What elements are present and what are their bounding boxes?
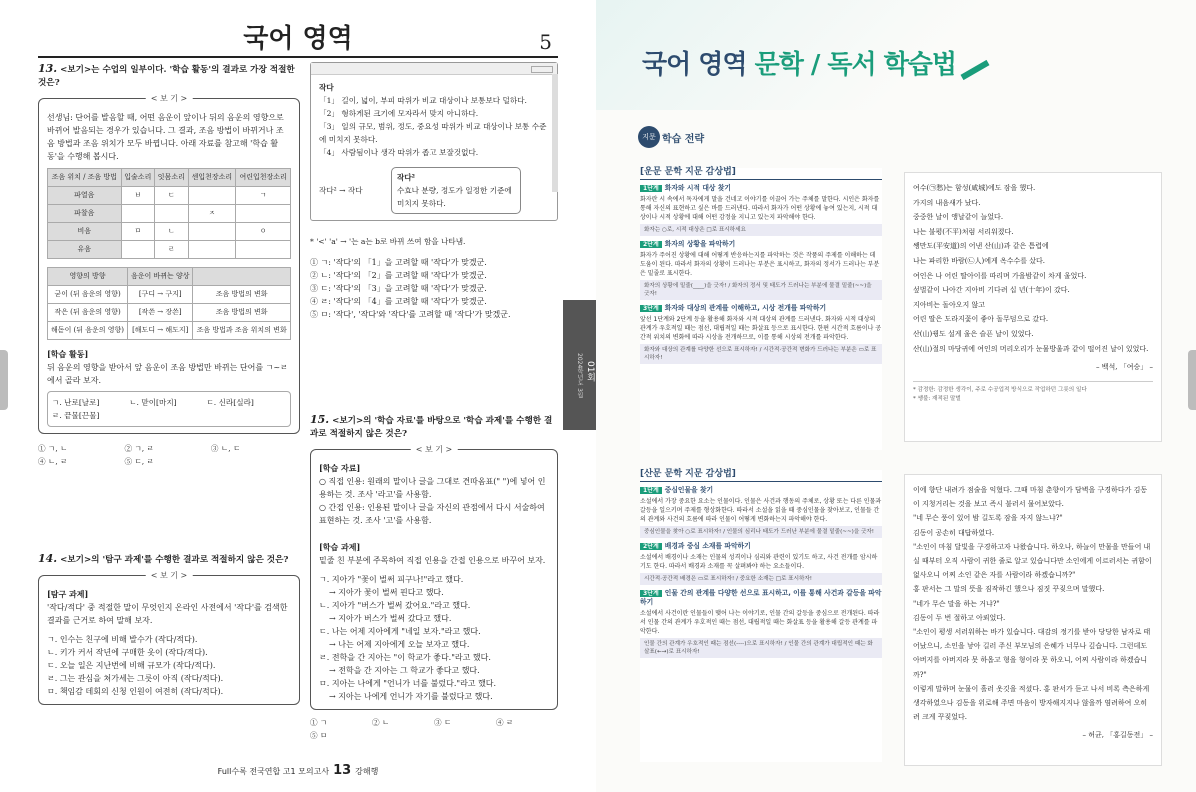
activity-title: [학습 활동] [47, 349, 89, 359]
next-page-arrow-icon[interactable] [1188, 350, 1196, 410]
step-hint: 인물 간의 관계가 우호적인 때는 점선(----)으로 표시하자! / 인물 간의 관계가 대립적인 때는 화살표(←→)로 표시하자! [640, 638, 882, 658]
step-hint: 화자는 ○로, 시적 대상은 □로 표시하세요 [640, 224, 882, 236]
q15-items [319, 573, 549, 703]
poem-line: 산(山)꿩도 설게 울은 슬픈 날이 있었다. [913, 329, 1034, 338]
note-item: * 쌩불: 재적된 말벌 [913, 395, 961, 402]
box-tag: < 보 기 > [146, 92, 193, 105]
prose-line: "소인이 마침 달빛을 구경하고자 나왔습니다. 하오나, 하늘이 만물을 만들어 내실 때부터 오직 사람이 귀한 줄로 알고 있습니다만 소인에게 이르러서는 귀함이 없사오니 어찌 소인 같은 자를 사람이라 하겠습니까?" [913, 542, 1152, 580]
table-cell: 해돋이 (뒤 음운의 영향) [48, 322, 128, 340]
answer-option: ③ ㄷ: '작다'의 「3」을 고려할 때 '작다'가 맞겠군. [310, 284, 487, 293]
section-heading: [산문 문학 지문 감상법] [640, 470, 882, 482]
footer-publisher: 강해행 [355, 767, 379, 776]
definition-bubble [391, 167, 521, 214]
answer-option: ② ㄱ, ㄹ [124, 444, 154, 453]
table-cell: ㄹ [155, 241, 189, 259]
title-part-a: 국어 영역 [642, 50, 755, 80]
list-item: → 나는 어제 지아에게 오늘 보자고 했다. [329, 640, 470, 649]
poem-line: 나는 불평(不平)처럼 서리워졌다. [913, 227, 1014, 236]
list-item: → 전학을 간 지아는 그 학교가 좋다고 했다. [329, 666, 480, 675]
table-cell [121, 241, 155, 259]
poem-line: 여수(㉠愁)는 함성(咸城)에도 잠을 했다. [913, 184, 1036, 192]
answer-option: ⑤ ㅁ [310, 731, 328, 740]
prose-line: 김동이 공손히 대답하였다. [913, 528, 995, 537]
list-item: → 지아가 꽃이 벌써 핀다고 했다. [329, 588, 444, 597]
task-title: [탐구 과제] [47, 589, 89, 599]
badge-label: 학습 전략 [662, 134, 705, 145]
bubble-text: 수효나 분량, 정도가 일정한 기준에 미치지 못하다. [397, 186, 512, 208]
q15-box [310, 445, 558, 710]
prose-source: – 허균, 「홍길동전」 – [1082, 731, 1153, 740]
answer-option: ⑤ ㄷ, ㄹ [124, 457, 154, 466]
box-tag: < 보 기 > [146, 569, 193, 582]
q13-box [38, 94, 300, 434]
table-row [48, 322, 291, 340]
footer-brand: Full수록 전국연합 고1 모의고사 [217, 767, 330, 776]
step-heading [640, 240, 882, 249]
poem-line: 여인은 나 어린 딸아이를 따리며 가을밤같이 차게 울었다. [913, 271, 1087, 280]
list-item: ㄷ. 나는 어제 지아에게 "네일 보자."라고 했다. [319, 627, 481, 636]
section-heading: [운문 문학 지문 감상법] [640, 168, 882, 180]
step-text: 화자란 시 속에서 독자에게 말을 건네고 이야기를 이끌어 가는 주체를 말한다. 시인은 화자를 통해 자신의 표현하고 싶은 바를 드러낸다. 따라서 화자가 어떤 상황에 놓여 있는지, 시적 대상이나 시적 상황에 대해 어떤 감정을 지니고 있는지 파악해야 한다. [640, 196, 880, 221]
q15-number: 15. [310, 413, 330, 426]
column-right [310, 62, 558, 742]
table-cell: ㄱ [236, 187, 291, 205]
answer-option: ① ㄱ, ㄴ [38, 444, 68, 453]
answer-option: ① ㄱ: '작다'의 「1」을 고려할 때 '작다'가 맞겠군. [310, 258, 487, 267]
footer-page: 13 [333, 763, 352, 778]
list-item: → 지아는 나에게 언니가 자기를 불렀다고 했다. [329, 692, 493, 701]
step-hint: 화자의 상황에 밑줄(____)을 긋자! / 화자의 정서 및 태도가 드러나는 부분에 물결 밑줄(~~)을 긋자! [640, 280, 882, 300]
list-item: ㄱ. 지아가 "꽃이 벌써 피구나!"라고 했다. [319, 575, 464, 584]
poem-passage [904, 172, 1162, 442]
section-title [642, 44, 990, 81]
badge-circle: 지문 [638, 126, 660, 148]
table-cell: 파열음 [48, 187, 122, 205]
table-cell: 조음 방법의 변화 [193, 304, 291, 322]
prose-line: "네가 무슨 말을 하는 거냐?" [913, 599, 1000, 608]
dict-options [310, 256, 558, 321]
table-cell [121, 205, 155, 223]
table-header-cell: 조음 위치 / 조음 방법 [48, 169, 122, 187]
caption: * '<' 'a' → '는 a는 b로 바뀌 쓰여 함을 나타냄. [310, 237, 466, 246]
table-cell [155, 205, 189, 223]
task-title: [학습 과제] [319, 542, 361, 552]
poem-line: 산(山)절의 마당귀에 여인의 머리오리가 눈물방울과 같이 떨어진 날이 있었다. [913, 344, 1149, 353]
prose-line: "소인이 평생 서러워하는 바가 있습니다. 대감의 정기를 받아 당당한 남자로 태어났으니, 소인을 낳아 길러 주신 부모님의 은혜가 너무나 깊습니다. 그런데도 아버지를 아버지라 못 하옵고 형을 형이라 못 하오니, 어찌 사람이라 하겠습니까?" [913, 628, 1151, 679]
consonant-table [47, 168, 291, 259]
table-cell: ㅇ [236, 223, 291, 241]
poem-line: 중중한 날이 앵날같이 늘었다. [913, 213, 1004, 222]
step-heading [640, 304, 882, 313]
dict-head: 작다 [319, 83, 334, 92]
prose-line: 김동이 두 번 절하고 아뢰었다. [913, 613, 1006, 622]
step-text: 소설에서 가장 중요한 요소는 인물이다. 인물은 사건과 행동의 주체로, 상황 또는 다른 인물과 갈등을 일으키며 주제를 형상화한다. 따라서 소설을 읽을 때 중심인물을 찾아보고, 인물들 간의 관계와 사건의 흐름에 따라 인물이 어떻게 변화하는지 파악해야 한다. [640, 498, 882, 523]
browser-bar [311, 63, 557, 75]
q13-options [38, 442, 300, 468]
step-text: 앞선 1단계와 2단계 등을 활용해 화자와 시적 대상의 관계를 드러낸다. 화자와 시적 대상의 관계가 우호적일 때는 점선, 대립적일 때는 화살표 등으로 표시한다. 한편 시간적 흐름이나 공간적 위치의 변화에 따라 시상을 전개하므로, 이를 통해 시상의 전개를 파악한다. [640, 316, 882, 341]
step-hint: 중심인물을 찾아 ○로 표시하자! / 인물의 심리나 태도가 드러난 부분에 물결 밑줄(~~)을 긋자! [640, 526, 882, 538]
table-cell: 비음 [48, 223, 122, 241]
bubble-title: 작다² [397, 173, 415, 182]
poem-notes [913, 381, 1153, 404]
step-tag: 1단계 [640, 185, 662, 192]
q15-options [310, 716, 558, 742]
step-title: 화자와 시적 대상 찾기 [664, 184, 731, 192]
table-cell [236, 205, 291, 223]
q15-text: <보기>의 '학습 자료'를 바탕으로 '학습 과제'를 수행한 결과로 적절하지 않은 것은? [310, 416, 553, 439]
verse-method-section [640, 168, 882, 450]
task-text: 밑줄 친 부분에 주목하여 직접 인용을 간접 인용으로 바꾸어 보자. [319, 556, 546, 565]
poem-lines [913, 181, 1153, 356]
column-left [38, 62, 300, 705]
chapter-tab-sub: 2024학년도 3월 [576, 352, 583, 398]
poem-line: 나는 파리한 바람(㉡人)에게 옥수수를 샀다. [913, 256, 1046, 265]
list-item: ㅁ. 책임감 데회의 신청 인원이 여전히 (작다/적다). [47, 687, 224, 696]
step-hint: 시간적·공간적 배경은 ▭로 표시하자! / 중요한 소재는 □로 표시하자! [640, 573, 882, 585]
q13-number: 13. [38, 62, 58, 75]
table-header-cell: 음운이 바뀌는 양상 [128, 268, 193, 286]
table-cell: 굳이 (뒤 음운의 영향) [48, 286, 128, 304]
example-item: ㄹ. 끝물[끈물] [52, 411, 100, 420]
q14-number: 14. [38, 552, 58, 565]
table-cell [188, 223, 236, 241]
poem-line: 가지의 내음새가 났다. [913, 198, 981, 207]
answer-option: ② ㄴ [372, 718, 390, 727]
step-tag: 2단계 [640, 543, 662, 550]
table-cell: 조음 방법의 변화 [193, 286, 291, 304]
step-text: 화자가 주어진 상황에 대해 어떻게 반응하는지를 파악하는 것은 작품의 주제를 이해하는 데 도움이 된다. 따라서 화자의 상황이 드러나는 부분은 표시하고, 화자의 정서가 드러나는 부분은 밑줄로 표시한다. [640, 252, 880, 277]
prose-line: 홍 판서는 그 말의 뜻을 짐작하긴 했으나 짐짓 꾸짖으며 말했다. [913, 585, 1105, 594]
prev-page-arrow-icon[interactable] [0, 350, 8, 410]
example-item: ㄴ. 맏이[마지] [129, 398, 177, 407]
table-cell: ㄴ [155, 223, 189, 241]
answer-option: ④ ㄹ: '작다'의 「4」를 고려할 때 '작다'가 맞겠군. [310, 297, 487, 306]
step-tag: 3단계 [640, 590, 662, 597]
table-header [48, 268, 291, 286]
material-title: [학습 자료] [319, 463, 361, 473]
step-heading [640, 589, 882, 607]
table-cell: [구디 → 구지] [128, 286, 193, 304]
prose-line: "네 무슨 풍이 있어 밤 길도록 잠을 자지 않느냐?" [913, 514, 1063, 523]
table-row [48, 223, 291, 241]
table-cell: [작쓴 → 장쓴] [128, 304, 193, 322]
table-cell: [해도디 → 해도지] [128, 322, 193, 340]
table-body [48, 187, 291, 259]
table-cell: ㅂ [121, 187, 155, 205]
dict-item: 「1」 길이, 넓이, 부피 따위가 비교 대상이나 보통보다 덜하다. [319, 96, 527, 105]
dict-items [319, 94, 547, 159]
step-tag: 1단계 [640, 487, 662, 494]
table-header-cell: 잇몸소리 [155, 169, 189, 187]
table-cell: 파찰음 [48, 205, 122, 223]
table-cell: ㄷ [155, 187, 189, 205]
material-items [319, 475, 549, 527]
answer-option: ② ㄴ: '작다'의 「2」를 고려할 때 '작다'가 맞겠군. [310, 271, 487, 280]
title-rule [38, 56, 558, 58]
q14-text: <보기>의 '탐구 과제'를 수행한 결과로 적절하지 않은 것은? [60, 555, 289, 565]
q13-intro: 선생님: 단어를 발음할 때, 어떤 음운이 앞이나 뒤의 음운의 영향으로 바뀌어 발음되는 경우가 있습니다. 그 결과, 조음 방법이 바뀌거나 조음 방법과 조음 위치가 모두 바뀝니다. 아래 자료를 참고해 '학습 활동'을 수행해 봅시다. [47, 113, 284, 161]
step-tag: 2단계 [640, 241, 662, 248]
dict-item: 「4」 사람됨이나 생각 따위가 좁고 보잘것없다. [319, 148, 479, 157]
answer-option: ⑤ ㅁ: '작다', '작다'와 '작다'를 고려할 때 '작다'가 맞겠군. [310, 310, 511, 319]
answer-option: ① ㄱ [310, 718, 328, 727]
example-item: ㄷ. 신라[실라] [206, 398, 254, 407]
table-row [48, 241, 291, 259]
chapter-tab [563, 300, 596, 430]
q14-items [47, 633, 291, 698]
q14-stem [38, 552, 300, 567]
list-item: ㄱ. 인수는 친구에 비해 발수가 (작다/적다). [47, 635, 198, 644]
table-header-cell: 입술소리 [121, 169, 155, 187]
answer-option: ③ ㄷ [434, 718, 452, 727]
list-item: ○ 간접 인용: 인용된 말이나 글을 자신의 관점에서 다시 서술하여 표현하는 것. 조사 '고'를 사용함. [319, 503, 545, 525]
dict-item: 「3」 일의 규모, 범위, 정도, 중요성 따위가 비교 대상이나 보통 수준에 미치지 못하다. [319, 122, 547, 144]
step-text: 소설에서 사건이란 인물들이 맺어 나는 이야기로, 인물 간의 갈등을 중심으로 전개된다. 따라서 인물 간의 관계가 우호적인 때는 점선, 대립적일 때는 화살표 등을 활용해 갈등 관계를 파악한다. [640, 610, 880, 635]
step-tag: 3단계 [640, 305, 662, 312]
table-cell: ㅈ [188, 205, 236, 223]
step-title: 배경과 중심 소재를 파악하기 [664, 542, 751, 550]
steps [640, 184, 882, 364]
table-header-cell: 영향의 방향 [48, 268, 128, 286]
poem-line: 지아비는 돌아오지 않고 [913, 300, 986, 309]
dictionary-screenshot [310, 62, 558, 221]
poem-line: 섶벌같이 나아간 지아비 기다려 십 년(十年)이 갔다. [913, 286, 1070, 295]
table-body [48, 286, 291, 340]
page-title: 국어 영역 [243, 24, 353, 54]
step-title: 화자와 대상의 관계를 이해하고, 시상 전개를 파악하기 [664, 304, 827, 312]
example-item: ㄱ. 난로[날로] [52, 398, 100, 407]
list-item: ㄹ. 그는 관심을 쳐가세는 그릇이 아직 (작다/적다). [47, 674, 224, 683]
q14-box [38, 571, 300, 705]
table-row [48, 205, 291, 223]
scrollbar [552, 74, 558, 192]
table-cell: ㅁ [121, 223, 155, 241]
chapter-tab-label: 01회 [585, 360, 595, 382]
answer-option: ④ ㄹ [496, 718, 514, 727]
step-hint: 화자와 대상의 관계를 다양한 선으로 표시하자! / 시간적·공간적 변화가 드러나는 부분은 ▭로 표시하자! [640, 344, 882, 364]
table-row [48, 187, 291, 205]
steps [640, 486, 882, 658]
word-chain: 작다² → 작다 [319, 186, 363, 195]
prose-passage [904, 474, 1162, 766]
poem-line: 어린 딸은 도라지꽃이 좋아 돌무덤으로 갔다. [913, 315, 1049, 324]
step-title: 인물 간의 관계를 다양한 선으로 표시하고, 이를 통해 사건과 갈등을 파악하기 [640, 589, 882, 606]
table-cell [188, 187, 236, 205]
table-cell [236, 241, 291, 259]
step-title: 화자의 상황을 파악하기 [664, 240, 736, 248]
brush-stroke-icon [961, 60, 990, 80]
q15-stem [310, 413, 558, 441]
poem-line: 쌩만도(平安道)의 어낸 산(山)과 같은 틈렵에 [913, 242, 1049, 251]
table-row [48, 286, 291, 304]
step-heading [640, 542, 882, 551]
table-header-cell: 센입천장소리 [188, 169, 236, 187]
answer-option: ④ ㄴ, ㄹ [38, 457, 68, 466]
left-page [0, 0, 596, 792]
list-item: ㄹ. 전학을 간 지아는 "이 학교가 좋다."라고 했다. [319, 653, 491, 662]
list-item: ㅁ. 지아는 나에게 "언니가 너를 불렀다."라고 했다. [319, 679, 497, 688]
q13-stem [38, 62, 300, 90]
activity-text: 뒤 음운의 영향을 받아서 앞 음운이 조음 방법만 바뀌는 단어를 ㄱ~ㄹ에서 골라 보자. [47, 363, 288, 385]
right-page [596, 0, 1196, 792]
prose-line: 이에 향단 내려가 점술을 익혔다. 그때 마침 춘향이가 담벽을 구경하다가 김동이 지청거리는 것을 보고 즉시 불러서 물어보았다. [913, 486, 1148, 509]
list-item: → 지아가 버스가 벌써 갔다고 했다. [329, 614, 452, 623]
dict-item: 「2」 형하게된 크기에 모자라서 맞지 아니하다. [319, 109, 479, 118]
task-text: '작다/적다' 중 적절한 말이 무엇인지 온라인 사전에서 '작다'를 검색한 결과를 근거로 하여 말해 보자. [47, 603, 288, 625]
prose-lines [913, 483, 1153, 724]
table-cell [188, 241, 236, 259]
table-cell: 유음 [48, 241, 122, 259]
page-number: 5 [539, 30, 552, 54]
box-tag: < 보 기 > [411, 443, 458, 456]
step-text: 소설에서 배경이나 소재는 인물의 성격이나 심리와 관련이 있기도 하고, 사건 전개를 암시하기도 한다. 따라서 배경과 소재를 꼭 살펴봐야 하는 요소들이다. [640, 554, 878, 570]
answer-option: ③ ㄴ, ㄷ [210, 444, 241, 453]
prose-method-section [640, 470, 882, 762]
title-part-b: 문학 / 독서 학습법 [754, 50, 957, 80]
step-title: 중심인물을 찾기 [664, 486, 714, 494]
table-row [48, 304, 291, 322]
table-header-cell: 여린입천장소리 [236, 169, 291, 187]
note-item: * 감정한: 감정한 생각이, 주로 수공업적 방식으로 작업하던 그릇의 일다 [913, 386, 1087, 393]
q13-text: <보기>는 수업의 일부이다. '학습 활동'의 결과로 가장 적절한 것은? [38, 65, 295, 88]
table-cell: 조음 방법과 조음 위치의 변화 [193, 322, 291, 340]
table-cell: 작은 (뒤 음운의 영향) [48, 304, 128, 322]
list-item: ㄴ. 키가 커서 작년에 구매한 옷이 (작다/적다). [47, 648, 208, 657]
change-table [47, 267, 291, 340]
example-list [47, 391, 291, 427]
prose-line: 이렇게 말하며 눈물이 흘러 옷깃을 적셨다. 홍 판서가 듣고 나서 비록 측은하게 생각하였으나 김동을 위로해 주면 마음이 방자해지지나 않을까 염려하여 오히려 크게 꾸짖었다. [913, 684, 1150, 722]
list-item: ○ 직접 인용: 원래의 말이나 글을 그대로 견따옴표(" ")에 넣어 인용하는 것. 조사 '라고'를 사용함. [319, 477, 546, 499]
poem-source: – 백석, 「여승」 – [1096, 363, 1153, 372]
list-item: ㄴ. 지아가 "버스가 벌써 갔어요."라고 했다. [319, 601, 471, 610]
table-header-cell [193, 268, 291, 286]
step-heading [640, 486, 882, 495]
list-item: ㄷ. 오늘 일은 지난번에 비해 규모가 (작다/적다). [47, 661, 216, 670]
step-heading [640, 184, 882, 193]
footer [0, 763, 596, 778]
table-header [48, 169, 291, 187]
